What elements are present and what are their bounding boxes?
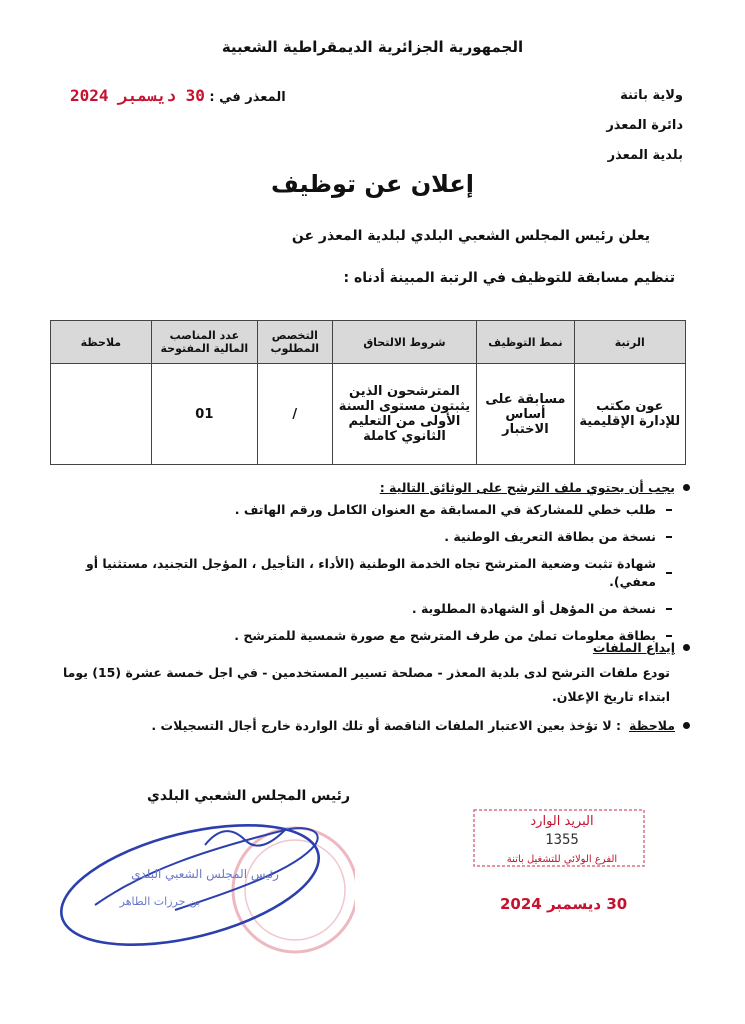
stamp-date: 30 ديسمبر 2024: [500, 895, 628, 913]
list-item: [40, 555, 690, 591]
dash-icon: [666, 635, 672, 637]
deposit-section: [40, 640, 690, 709]
dash-icon: [666, 536, 672, 538]
stamp-number: 1355: [545, 832, 579, 848]
table-row: [51, 364, 686, 465]
signature-title: رئيس المجلس الشعبي البلدي: [147, 788, 350, 804]
daira-label: دائرة المعذر: [606, 118, 683, 133]
col-positions: عدد المناصب المالية المفتوحة: [151, 321, 257, 364]
document-item: بطاقة معلومات تملئ من طرف المترشح مع صورة شمسية للمترشح .: [234, 628, 656, 643]
documents-section: [40, 480, 690, 654]
document-item: طلب خطي للمشاركة في المسابقة مع العنوان الكامل ورقم الهاتف .: [234, 502, 656, 517]
note-section: [40, 718, 690, 733]
mail-stamp-icon: [470, 808, 650, 870]
commune-label: بلدية المعذر: [607, 148, 683, 163]
col-recruitment-mode: نمط التوظيف: [477, 321, 574, 364]
wilaya-label: ولاية باتنة: [620, 88, 683, 103]
seal-name: بن حرزات الطاهر: [119, 895, 201, 908]
dash-icon: [666, 509, 672, 511]
cell-grade: عون مكتب للإدارة الإقليمية: [574, 364, 685, 465]
col-notes: ملاحظة: [51, 321, 152, 364]
deposit-text: تودع ملفات الترشح لدى بلدية المعذر - مصلحة تسيير المستخدمين - في اجل خمسة عشرة (15) يوما ابتداء تاريخ الإعلان.: [62, 665, 670, 704]
cell-notes: [51, 364, 152, 465]
document-item: نسخة من بطاقة التعريف الوطنية .: [444, 529, 656, 544]
dash-icon: [666, 608, 672, 610]
place-date: [70, 86, 286, 105]
list-item: [40, 501, 690, 519]
documents-list: [40, 501, 690, 645]
intro-line-2: تنظيم مسابقة للتوظيف في الرتبة المبينة أدناه :: [343, 270, 675, 286]
place-prefix: المعذر في :: [209, 90, 286, 105]
bullet-icon: [683, 644, 690, 651]
documents-heading: يجب أن يحتوي ملف الترشح على الوثائق التالية :: [379, 480, 675, 495]
list-item: [40, 528, 690, 546]
seal-text: رئيس المجلس الشعبي البلدي: [131, 867, 279, 881]
col-specialty: التخصص المطلوب: [257, 321, 332, 364]
note-label: ملاحظة: [629, 718, 675, 733]
stamp-office: الفرع الولائي للتشغيل باتنة: [506, 854, 618, 865]
stamp-title: البريد الوارد: [530, 814, 594, 829]
document-item: نسخة من المؤهل أو الشهادة المطلوبة .: [411, 601, 656, 616]
cell-recruitment-mode: مسابقة على أساس الاختبار: [477, 364, 574, 465]
list-item: [40, 600, 690, 618]
bullet-icon: [683, 722, 690, 729]
republic-heading: الجمهورية الجزائرية الديمقراطية الشعبية: [221, 38, 524, 56]
intro-line-1: يعلن رئيس المجلس الشعبي البلدي لبلدية المعذر عن: [291, 228, 650, 244]
note-text: : لا تؤخذ بعين الاعتبار الملفات الناقصة أو تلك الواردة خارج أجال التسجيلات .: [151, 718, 621, 733]
dash-icon: [666, 572, 672, 574]
official-seal-icon: [55, 810, 355, 960]
issue-date: 30 ديسمبر 2024: [70, 86, 205, 105]
deposit-heading: إيداع الملفات: [592, 640, 675, 655]
document-item: شهادة تثبت وضعية المترشح تجاه الخدمة الوطنية (الأداء ، التأجيل ، المؤجل التجنيد، مستثنيا أو معفي).: [85, 556, 657, 589]
col-grade: الرتبة: [574, 321, 685, 364]
jobs-table: [50, 320, 686, 465]
cell-positions: 01: [151, 364, 257, 465]
bullet-icon: [683, 484, 690, 491]
col-conditions: شروط الالتحاق: [332, 321, 477, 364]
cell-conditions: المترشحون الذين يثبتون مستوى السنة الأولى من التعليم الثانوي كاملة: [332, 364, 477, 465]
page-title: إعلان عن توظيف: [270, 170, 475, 198]
cell-specialty: /: [257, 364, 332, 465]
